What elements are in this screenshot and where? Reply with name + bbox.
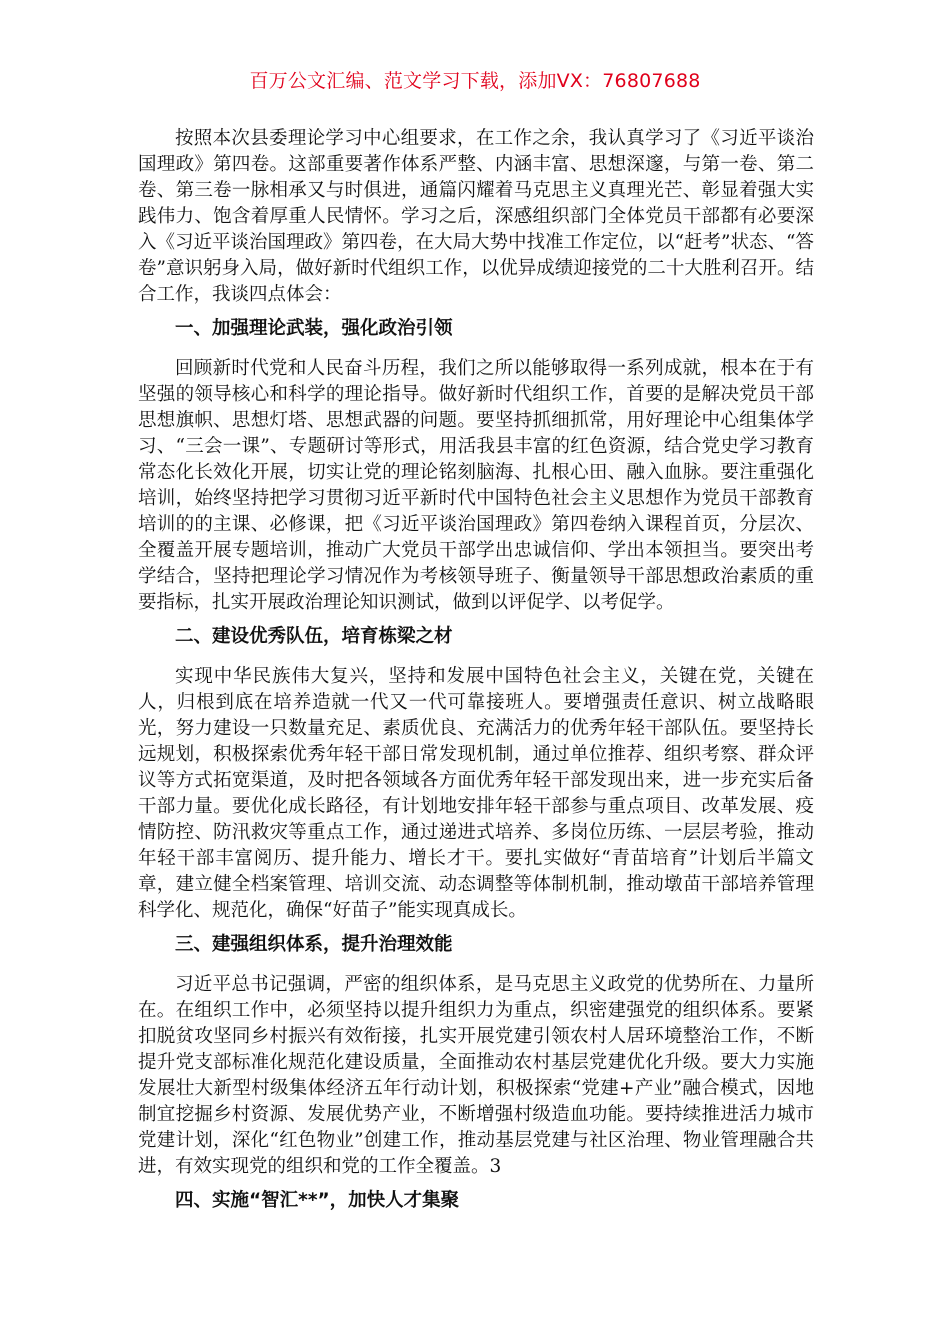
section-1-heading: 一、加强理论武装，强化政治引领	[175, 318, 453, 339]
section-1-paragraph: 回顾新时代党和人民奋斗历程，我们之所以能够取得一系列成就，根本在于有坚强的领导核心和科学的理论指导。做好新时代组织工作，首要的是解决党员干部思想旗帜、思想灯塔、思想武器的问题。要坚持抓细抓常，用好理论中心组集体学习、“三会一课”、专题研讨等形式，用活我县丰富的红色资源，结合党史学习教育常态化长效化开展，切实让党的理论铭刻脑海、扎根心田、融入血脉。要注重强化培训，始终坚持把学习贯彻习近平新时代中国特色社会主义思想作为党员干部教育培训的的主课、必修课，把《习近平谈治国理政》第四卷纳入课程首页，分层次、全覆盖开展专题培训，推动广大党员干部学出忠诚信仰、学出本领担当。要突出考学结合，坚持把理论学习情况作为考核领导班子、衡量领导干部思想政治素质的重要指标，扎实开展政治理论知识测试，做到以评促学、以考促学。	[138, 358, 814, 613]
promo-header-note: 百万公文汇编、范文学习下载，添加VX：76807688	[249, 70, 701, 92]
section-2-heading: 二、建设优秀队伍，培育栋梁之材	[175, 626, 453, 647]
document-body	[138, 126, 814, 1228]
intro-paragraph: 按照本次县委理论学习中心组要求，在工作之余，我认真学习了《习近平谈治国理政》第四卷。这部重要著作体系严整、内涵丰富、思想深邃，与第一卷、第二卷、第三卷一脉相承又与时俱进，通篇闪耀着马克思主义真理光芒、彰显着强大实践伟力、饱含着厚重人民情怀。学习之后，深感组织部门全体党员干部都有必要深入《习近平谈治国理政》第四卷，在大局大势中找准工作定位，以“赶考”状态、“答卷”意识躬身入局，做好新时代组织工作，以优异成绩迎接党的二十大胜利召开。结合工作，我谈四点体会：	[138, 128, 814, 305]
section-2-paragraph: 实现中华民族伟大复兴，坚持和发展中国特色社会主义，关键在党，关键在人，归根到底在培养造就一代又一代可靠接班人。要增强责任意识、树立战略眼光，努力建设一只数量充足、素质优良、充满活力的优秀年轻干部队伍。要坚持长远规划，积极探索优秀年轻干部日常发现机制，通过单位推荐、组织考察、群众评议等方式拓宽渠道，及时把各领域各方面优秀年轻干部发现出来，进一步充实后备干部力量。要优化成长路径，有计划地安排年轻干部参与重点项目、改革发展、疫情防控、防汛救灾等重点工作，通过递进式培养、多岗位历练、一层层考验，推动年轻干部丰富阅历、提升能力、增长才干。要扎实做好“青苗培育”计划后半篇文章，建立健全档案管理、培训交流、动态调整等体制机制，推动墩苗干部培养管理科学化、规范化，确保“好苗子”能实现真成长。	[138, 666, 814, 921]
section-3-heading: 三、建强组织体系，提升治理效能	[175, 934, 453, 955]
section-3-paragraph: 习近平总书记强调，严密的组织体系，是马克思主义政党的优势所在、力量所在。在组织工作中，必须坚持以提升组织力为重点，织密建强党的组织体系。要紧扣脱贫攻坚同乡村振兴有效衔接，扎实开展党建引领农村人居环境整治工作，不断提升党支部标准化规范化建设质量，全面推动农村基层党建优化升级。要大力实施发展壮大新型村级集体经济五年行动计划，积极探索“党建+产业”融合模式，因地制宜挖掘乡村资源、发展优势产业，不断增强村级造血功能。要持续推进活力城市党建计划，深化“红色物业”创建工作，推动基层党建与社区治理、物业管理融合共进，有效实现党的组织和党的工作全覆盖。3	[138, 974, 814, 1177]
section-4-heading: 四、实施“智汇**”，加快人才集聚	[175, 1190, 460, 1211]
